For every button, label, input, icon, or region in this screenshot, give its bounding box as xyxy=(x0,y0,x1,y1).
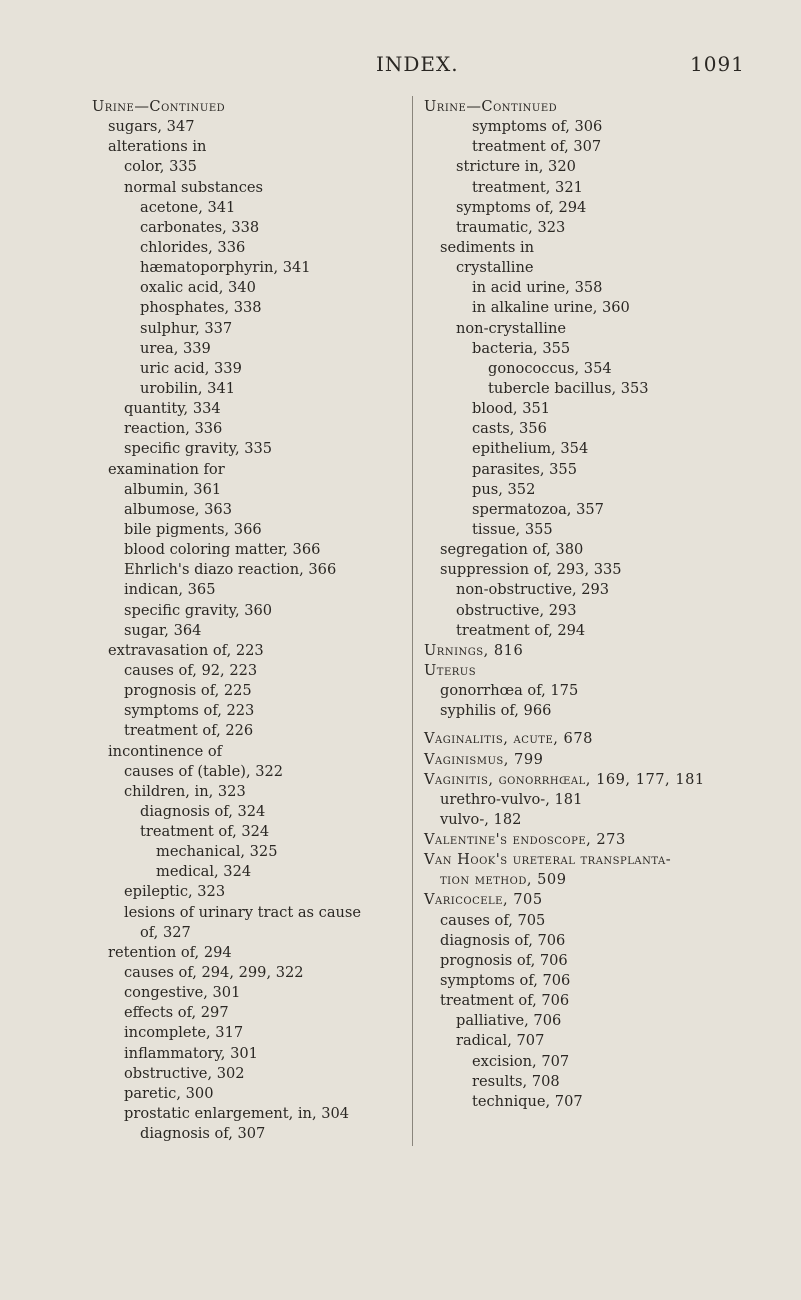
index-entry: carbonates, 338 xyxy=(140,218,260,236)
index-entry: non-crystalline xyxy=(456,319,567,337)
index-entry: causes of, 705 xyxy=(440,911,546,929)
index-entry: diagnosis of, 307 xyxy=(140,1125,266,1143)
index-entry: prostatic enlargement, in, 304 xyxy=(124,1105,350,1123)
index-entry: chlorides, 336 xyxy=(140,238,246,256)
index-entry: radical, 707 xyxy=(456,1032,545,1050)
index-entry: causes of, 92, 223 xyxy=(124,661,258,679)
index-entry: technique, 707 xyxy=(472,1092,583,1110)
index-entry: inflammatory, 301 xyxy=(124,1044,258,1062)
index-entry: lesions of urinary tract as cause xyxy=(124,903,362,921)
index-entry: non-obstructive, 293 xyxy=(456,581,610,599)
column-divider xyxy=(412,96,413,1146)
index-entry: blood coloring matter, 366 xyxy=(124,541,321,559)
index-entry: prognosis of, 706 xyxy=(440,951,568,969)
index-entry: albumin, 361 xyxy=(124,480,222,498)
index-entry: in acid urine, 358 xyxy=(472,279,603,297)
index-entry: children, in, 323 xyxy=(124,782,246,800)
index-entry: symptoms of, 306 xyxy=(472,118,603,136)
index-entry: pus, 352 xyxy=(472,480,536,498)
index-entry: tissue, 355 xyxy=(472,520,553,538)
index-entry: alterations in xyxy=(108,138,207,156)
index-entry: incomplete, 317 xyxy=(124,1024,244,1042)
index-entry: treatment of, 706 xyxy=(440,992,570,1010)
index-entry: parasites, 355 xyxy=(472,460,577,478)
index-entry: specific gravity, 335 xyxy=(124,440,273,458)
index-entry: symptoms of, 223 xyxy=(124,702,255,720)
index-entry: obstructive, 293 xyxy=(456,601,577,619)
index-heading: Van Hook's ureteral transplanta- xyxy=(424,851,672,869)
running-title: INDEX. xyxy=(376,52,459,76)
index-entry: symptoms of, 294 xyxy=(456,198,587,216)
index-entry: diagnosis of, 706 xyxy=(440,931,566,949)
index-entry: incontinence of xyxy=(108,742,223,760)
index-entry: traumatic, 323 xyxy=(456,218,566,236)
index-heading: Varicocele, 705 xyxy=(424,891,543,909)
index-entry: reaction, 336 xyxy=(124,420,223,438)
index-entry: syphilis of, 966 xyxy=(440,702,552,720)
index-entry: segregation of, 380 xyxy=(440,541,584,559)
index-entry: prognosis of, 225 xyxy=(124,682,252,700)
index-entry: paretic, 300 xyxy=(124,1084,214,1102)
index-entry: of, 327 xyxy=(140,923,191,941)
index-column-left xyxy=(92,97,410,1144)
index-entry: examination for xyxy=(108,460,225,478)
index-entry: gonorrhœa of, 175 xyxy=(440,682,579,700)
index-entry: results, 708 xyxy=(472,1072,560,1090)
index-entry: diagnosis of, 324 xyxy=(140,802,266,820)
index-entry: casts, 356 xyxy=(472,420,547,438)
index-entry: tion method, 509 xyxy=(440,871,567,889)
index-entry: treatment of, 324 xyxy=(140,823,270,841)
index-entry: oxalic acid, 340 xyxy=(140,279,256,297)
index-entry: treatment of, 294 xyxy=(456,621,586,639)
index-entry: treatment of, 307 xyxy=(472,138,602,156)
index-entry: Ehrlich's diazo reaction, 366 xyxy=(124,561,337,579)
index-column-right xyxy=(424,97,784,1112)
index-entry: epileptic, 323 xyxy=(124,883,226,901)
index-heading: Vaginalitis, acute, 678 xyxy=(424,730,593,748)
index-entry: causes of (table), 322 xyxy=(124,762,284,780)
index-entry: hæmatoporphyrin, 341 xyxy=(140,259,311,277)
index-entry: urobilin, 341 xyxy=(140,379,236,397)
index-entry: suppression of, 293, 335 xyxy=(440,561,622,579)
index-entry: sediments in xyxy=(440,238,535,256)
index-entry: acetone, 341 xyxy=(140,198,236,216)
index-entry: specific gravity, 360 xyxy=(124,601,273,619)
index-entry: sugars, 347 xyxy=(108,118,195,136)
index-entry: quantity, 334 xyxy=(124,400,221,418)
index-entry: vulvo-, 182 xyxy=(440,810,522,828)
index-entry: retention of, 294 xyxy=(108,943,232,961)
index-entry: uric acid, 339 xyxy=(140,359,242,377)
index-entry: mechanical, 325 xyxy=(156,843,278,861)
index-entry: crystalline xyxy=(456,259,534,277)
index-entry: congestive, 301 xyxy=(124,984,241,1002)
page-header xyxy=(0,52,801,82)
index-entry: color, 335 xyxy=(124,158,197,176)
index-entry: extravasation of, 223 xyxy=(108,641,264,659)
index-entry: albumose, 363 xyxy=(124,500,232,518)
index-entry: urethro-vulvo-, 181 xyxy=(440,790,583,808)
index-entry: tubercle bacillus, 353 xyxy=(488,379,649,397)
index-entry: medical, 324 xyxy=(156,863,252,881)
index-entry: causes of, 294, 299, 322 xyxy=(124,964,304,982)
index-entry: spermatozoa, 357 xyxy=(472,500,604,518)
index-entry: excision, 707 xyxy=(472,1052,570,1070)
index-entry: normal substances xyxy=(124,178,263,196)
index-entry: sugar, 364 xyxy=(124,621,202,639)
index-heading: Urine—Continued xyxy=(92,98,226,115)
index-entry: effects of, 297 xyxy=(124,1004,229,1022)
index-entry: in alkaline urine, 360 xyxy=(472,299,630,317)
index-entry: blood, 351 xyxy=(472,400,551,418)
index-heading: Uterus xyxy=(424,661,477,679)
index-entry: treatment, 321 xyxy=(472,178,583,196)
index-entry: phosphates, 338 xyxy=(140,299,262,317)
index-entry: treatment of, 226 xyxy=(124,722,254,740)
index-entry: gonococcus, 354 xyxy=(488,359,612,377)
index-heading: Valentine's endoscope, 273 xyxy=(424,831,626,849)
index-entry: bile pigments, 366 xyxy=(124,520,262,538)
index-heading: Vaginitis, gonorrhœal, 169, 177, 181 xyxy=(424,770,705,788)
index-entry: obstructive, 302 xyxy=(124,1064,245,1082)
index-entry: indican, 365 xyxy=(124,581,216,599)
index-entry: stricture in, 320 xyxy=(456,158,576,176)
section-gap xyxy=(424,721,784,729)
index-entry: palliative, 706 xyxy=(456,1012,562,1030)
index-entry: sulphur, 337 xyxy=(140,319,233,337)
index-entry: bacteria, 355 xyxy=(472,339,571,357)
page-number: 1091 xyxy=(690,52,745,76)
index-heading: Vaginismus, 799 xyxy=(424,750,544,768)
index-heading: Urnings, 816 xyxy=(424,641,524,659)
index-entry: epithelium, 354 xyxy=(472,440,589,458)
index-heading: Urine—Continued xyxy=(424,98,558,115)
index-entry: symptoms of, 706 xyxy=(440,972,571,990)
index-entry: urea, 339 xyxy=(140,339,211,357)
